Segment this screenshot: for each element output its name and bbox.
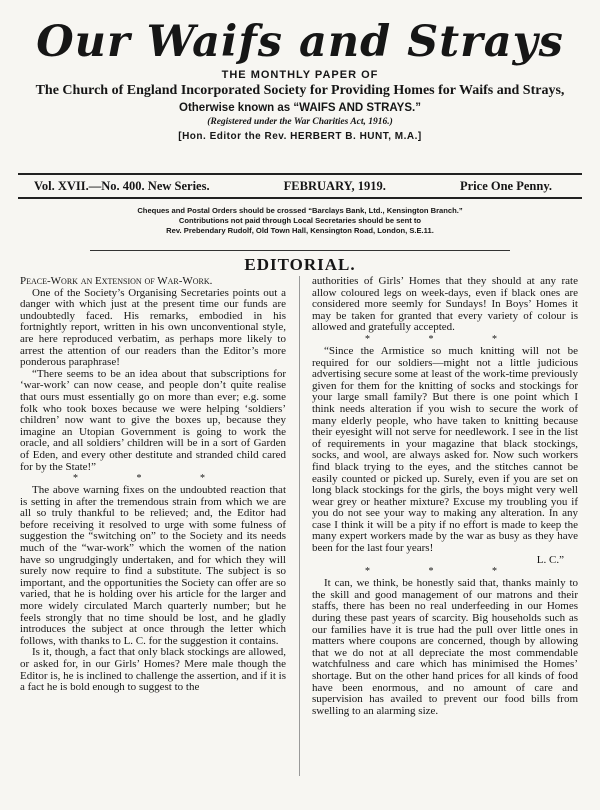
paragraph: “There seems to be an idea about that subscriptions for ‘war-work’ can now cease, and people don’t quite realise that ours must essentially go on more than ever; e.g. some folk who took boxes because we were helping ‘soldiers’ children’ now want to give the boxes up, because they imagine an Utopian Government is going to work the oracle, and all soldiers’ children will be in a sort of Garden of Eden, and every other destitute and stranded child cared for by the State!” [20, 367, 286, 473]
paragraph: “Since the Armistice so much knitting will not be required for our soldiers—might not a little judicious advertising secure some at least of the work-time previously given for them for the knitting of socks and stockings for your large small family? But there is one point which I think needs alteration if you wish to secure the work of many elderly people, who have taken to knitting because their eyesight will not serve for needlework. I see in the list of requirements in your magazine that black stockings, socks, and wool, are always asked for. Now such workers find black trying to the eyes, and the stitches cannot be easily counted or picked up. Surely, even if you are set on long black stockings for the girls, the boys might very well wear grey or heather mixture? Excuse my troubling you if you do not see your way to making any alteration. In any case I think it will be a pity if no effort is made to keep the many expert workers made by the war as busy as they have been for the last four years! [312, 344, 578, 555]
paragraph: authorities of Girls’ Homes that they should at any rate allow coloured legs on week-days, even if black ones are considered more seemly for Sundays! In Boys’ Homes it may be taken for granted that every variety of colour is allowed and gratefully accepted. [312, 275, 578, 334]
section-heading: Peace-Work an Extension of War-Work. [20, 275, 213, 287]
paragraph: One of the Society’s Organising Secretaries points out a danger with which just at the present time our funds are undoubtedly faced. His remarks, embodied in his fortnightly report, written in his own unconventional style, are here reproduced verbatim, as perhaps more likely to arrest the attention of our readers than the Editor’s more ponderous paraphrase! [20, 286, 286, 369]
section-stars: * * * [73, 473, 233, 485]
editorial-heading: EDITORIAL. [244, 255, 356, 274]
section-stars: * * * [365, 566, 525, 578]
letter-signature: L. C.” [536, 553, 564, 566]
cheques-line-1: Cheques and Postal Orders should be crossed “Barclays Bank, Ltd., Kensington Branch.” [137, 206, 463, 215]
masthead-title: Our Waifs and Strays [36, 17, 564, 67]
masthead-line-3: Otherwise known as “WAIFS AND STRAYS.” [179, 102, 421, 114]
issue-price: Price One Penny. [460, 178, 552, 193]
column-divider [299, 276, 300, 776]
masthead-line-5: [Hon. Editor the Rev. HERBERT B. HUNT, M.A.] [178, 131, 422, 142]
issue-bar [18, 173, 582, 199]
masthead-line-4: (Registered under the War Charities Act, 1916.) [207, 117, 393, 127]
paragraph: It can, we think, be honestly said that, thanks mainly to the skill and good management of our matrons and their staffs, there has been no real underfeeding in our Homes during these past years of scarcity. Big households such as our families have it is true had the pull over little ones in matters where coupons are concerned, though by allowing that we do not at all depreciate the most commendable watchfulness and care which has minimised the Homes’ shortage. But on the other hand prices for all kinds of food have been enormous, and no amount of care and supervision has availed to prevent our food bills from swelling to an alarming size. [312, 577, 578, 717]
masthead-line-2: The Church of England Incorporated Society for Providing Homes for Waifs and Strays, [35, 83, 565, 98]
issue-date: FEBRUARY, 1919. [283, 178, 386, 193]
section-stars: * * * [365, 333, 525, 345]
cheques-line-2: Contributions not paid through Local Secretaries should be sent to [178, 216, 422, 225]
masthead-line-1: THE MONTHLY PAPER OF [221, 69, 379, 81]
paragraph: Is it, though, a fact that only black stockings are allowed, or asked for, in our Girls’ Homes? Mere male though the Editor is, he is inclined to challenge the assertion, and if it is a fact he is bold enough to suggest to the [20, 646, 286, 694]
cheques-notice [20, 206, 580, 236]
left-column [20, 276, 286, 694]
header-divider [90, 250, 510, 251]
right-column [312, 276, 578, 717]
paragraph: The above warning fixes on the undoubted reaction that is setting in after the tremendous strain from which we are all so truly thankful to be relieved; and, the Editor had before receiving it resolved to urge with some fulness of suggestion the “switching on” to the Society and its needs much of the “war-work” which the women of the nation have so ungrudgingly undertaken, and for which they will surely now require to find a substitute. The subject is so important, and the opportunities the Society can offer are so varied, that he is holding over his article for the larger and more widely circulated March quarterly number; but he feels strongly that no time should be lost, and he gladly introduces the subject at once through the letter which follows, with thanks to L. C. for the suggestion it contains. [20, 484, 286, 647]
issue-volume: Vol. XVII.—No. 400. New Series. [34, 178, 210, 193]
cheques-line-3: Rev. Prebendary Rudolf, Old Town Hall, Kensington Road, London, S.E.11. [166, 226, 434, 235]
